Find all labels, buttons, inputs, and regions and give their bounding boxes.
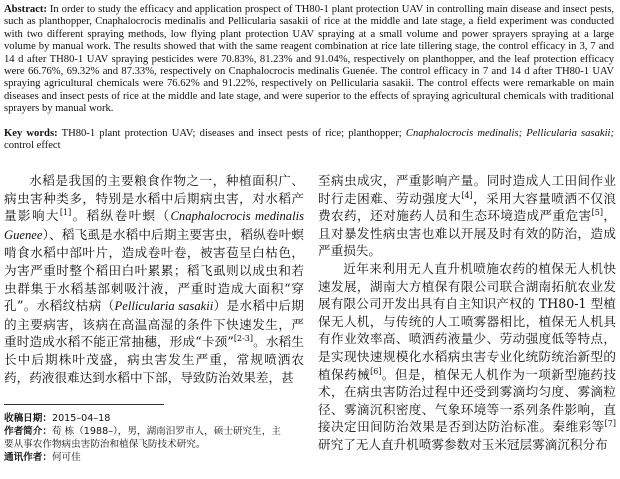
received-value: 2015–04–18 <box>51 413 111 424</box>
keywords-text: TH80-1 plant protection UAV; diseases and insect pests of rice; planthopper; <box>61 128 402 139</box>
body-text: ，采用大容量喷洒不仅浪费农药，还对施药人员和生态环境造成严重危害 <box>318 190 617 224</box>
footnotes <box>4 412 304 464</box>
keywords-italic: Cnaphalocrocis medinalis; Pellicularia sasakii; <box>405 128 614 139</box>
species-name: Pellicularia sasakii <box>114 299 214 314</box>
body-left-column <box>4 172 304 386</box>
footnote-divider <box>4 404 164 405</box>
body-right-column <box>318 172 616 454</box>
abstract <box>4 4 614 116</box>
corresponding-label: 通讯作者： <box>4 452 52 463</box>
abstract-text: In order to study the efficacy and application prospect of TH80-1 plant protection UAV in controlling main disease and insect pests, such as planthopper, Cnaphalocrocis medinalis and Pellicularia sasakii of rice at the middle and late stage, a field experiment was conducted with two different spraying methods, low flying plant protection UAV spraying at a small volume and power sprayers spraying at a large volume by manual work. The results showed that with the same reagent combination at rice late tillering stage, the control efficacy in 3, 7 and 14 d after TH80-1 UAV spraying pesticides were 70.83%, 81.23% and 91.04%, respectively on planthopper, and the leaf protection efficacy were 66.76%, 69.32% and 87.33%, respectively on Cnaphalocrocis medinalis Guenée. The control efficacy in 7 and 14 d after TH80-1 UAV spraying agricultural chemicals were 76.62% and 91.22%, respectively on Pellicularia sasakii. The control effects were remarkable on main diseases and insect pests of rice at the middle and late stage, and were superior to the effects of spraying agricultural chemicals with traditional sprayers by manual work. <box>4 4 614 115</box>
author-value: 荀 栋（1988–），男，湖南汨罗市人，硕士研究生，主 <box>51 426 281 437</box>
abstract-label: Abstract: <box>4 4 47 15</box>
corresponding-value: 何可佳 <box>51 452 81 463</box>
citation: [2-3] <box>233 334 253 344</box>
body-text: ，且对暴发性病虫害也难以开展及时有效的防治，造成严重损失。 <box>318 208 617 259</box>
body-text: 。水稻生长中后期株叶茂盛，病虫害发生严重，常规喷洒农药，药液很难达到水稻中下部，导致防治效果差，甚 <box>4 334 304 385</box>
body-text: 。稻纵卷叶螟（ <box>71 208 171 224</box>
corresponding-author <box>4 451 304 464</box>
citation: [7] <box>604 419 616 429</box>
body-text: ）、稻飞虱是水稻中后期主要害虫，稻纵卷叶螟啃食水稻中部叶片，造成卷叶卷，被害苞呈白枯色，为害严重时整个稻田白叶累累；稻飞虱则以成虫和若虫群集于水稻基部刺吸汁液，严重时造成大面积“穿孔”。水稻纹枯病（ <box>4 226 304 314</box>
species-name: Cnaphalocrocis medinalis Guenee <box>4 209 304 242</box>
paragraph <box>4 172 304 386</box>
paragraph <box>318 172 616 260</box>
citation: [5] <box>591 208 603 217</box>
received-date <box>4 412 304 425</box>
citation: [6] <box>370 366 382 376</box>
author-label: 作者简介： <box>4 426 52 437</box>
body-text: ）是水稻中后期的主要病害，该病在高温高湿的条件下快速发生，严重时造成水稻不能正常抽穗，形成“卡颈” <box>4 298 304 350</box>
body-text: 。但是，植保无人机作为一项新型施药技术，在病虫害防治过程中还受到雾滴均匀度、雾滴粒径、雾滴沉积密度、气象环境等一系列条件影响，直接决定田间防治效果是否到达防治标准。秦维彩等 <box>318 366 617 435</box>
body-text: 水稻是我国的主要粮食作物之一，种植面积广、病虫害种类多，特别是水稻中后期病虫害，对水稻产量影响大 <box>4 173 304 224</box>
paragraph <box>318 260 616 454</box>
body-text: 至病虫成灾，严重影响产量。同时造成人工田间作业时行走困难、劳动强度大 <box>318 173 616 206</box>
author-info <box>4 425 304 438</box>
author-info-cont <box>4 438 304 451</box>
received-label: 收稿日期： <box>4 413 52 424</box>
author-value-cont: 要从事农作物病虫害防治和植保飞防技术研究。 <box>4 439 206 450</box>
body-text: 研究了无人直升机喷雾参数对玉米冠层雾滴沉积分布 <box>318 436 608 452</box>
keywords <box>4 128 614 153</box>
citation: [1] <box>59 208 72 217</box>
keywords-end: control effect <box>4 140 61 152</box>
body-text: 近年来利用无人直升机喷施农药的植保无人机快速发展，湖南大方植保有限公司联合湖南拓航农业发展有限公司开发出具有自主知识产权的 TH80-1 型植保无人机，与传统的人工喷雾器相比，植保无人机具有作业效率高、喷洒药液量少、劳动强度低等特点，是实现快速规模化水稻病虫害专业化统防统治新型的植保药械 <box>318 260 616 382</box>
keywords-label: Key words: <box>4 128 58 139</box>
citation: [4] <box>461 190 473 200</box>
